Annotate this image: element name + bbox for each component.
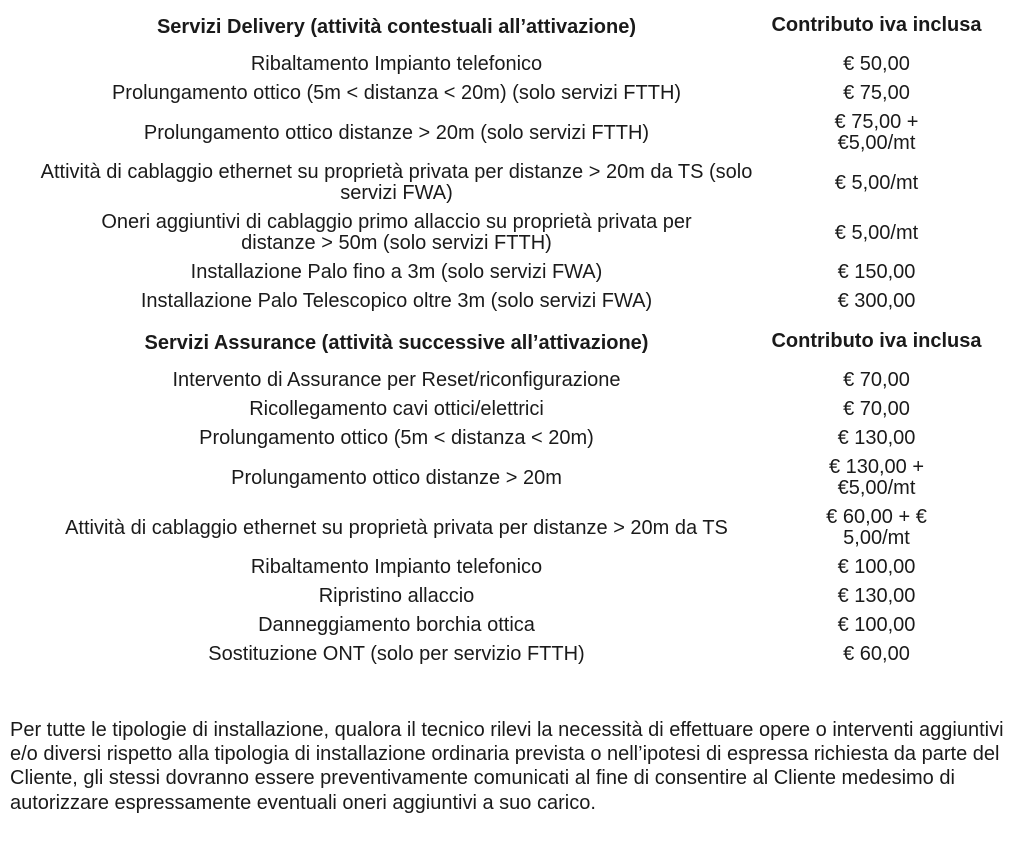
table-row <box>34 424 994 453</box>
table-row <box>34 611 994 640</box>
service-price: € 70,00 <box>843 398 910 420</box>
service-description: Oneri aggiuntivi di cablaggio primo allaccio su proprietà privata per distanze > 50m (solo servizi FTTH) <box>101 211 692 254</box>
table-row <box>34 640 994 669</box>
service-description: Intervento di Assurance per Reset/riconfigurazione <box>172 369 621 391</box>
table-row <box>34 553 994 582</box>
assurance-header-row <box>34 316 994 366</box>
delivery-heading: Servizi Delivery (attività contestuali all’attivazione) <box>156 15 637 38</box>
assurance-price-heading: Contributo iva inclusa <box>771 329 982 352</box>
service-price: € 5,00/mt <box>834 171 919 194</box>
table-row <box>34 50 994 79</box>
service-description: Prolungamento ottico (5m < distanza < 20m) <box>199 427 594 449</box>
service-description: Prolungamento ottico (5m < distanza < 20m) (solo servizi FTTH) <box>111 82 682 104</box>
table-row <box>34 395 994 424</box>
delivery-price-heading: Contributo iva inclusa <box>771 13 982 36</box>
footnote-paragraph: Per tutte le tipologie di installazione, qualora il tecnico rilevi la necessità di effettuare opere o interventi aggiuntivi e/o diversi rispetto alla tipologia di installazione ordinaria prevista o nell’ipotesi di espressa richiesta da parte del Cliente, gli stessi dovranno essere preventivamente comunicati al fine di consentire al Cliente medesimo di autorizzare espressamente eventuali oneri aggiuntivi a suo carico. <box>10 719 1004 814</box>
delivery-header-row <box>34 0 994 50</box>
service-description: Ribaltamento Impianto telefonico <box>250 53 543 75</box>
service-price: € 75,00 + €5,00/mt <box>834 111 919 154</box>
table-row <box>34 79 994 108</box>
table-row <box>34 287 994 316</box>
service-description: Ricollegamento cavi ottici/elettrici <box>249 398 544 420</box>
service-description: Attività di cablaggio ethernet su proprietà privata per distanze > 20m da TS <box>65 516 728 539</box>
service-price: € 75,00 <box>843 82 910 104</box>
service-description: Installazione Palo fino a 3m (solo servizi FWA) <box>190 261 603 283</box>
service-description: Danneggiamento borchia ottica <box>258 614 535 636</box>
table-row <box>34 258 994 287</box>
service-description: Sostituzione ONT (solo per servizio FTTH) <box>208 643 585 665</box>
service-price: € 300,00 <box>837 290 916 312</box>
service-description: Attività di cablaggio ethernet su proprietà privata per distanze > 20m da TS (solo servizi FWA) <box>40 161 753 204</box>
service-description: Ripristino allaccio <box>318 585 475 607</box>
tariff-table <box>34 0 994 669</box>
table-row <box>34 108 994 158</box>
service-price: € 60,00 + € 5,00/mt <box>826 506 927 549</box>
service-price: € 50,00 <box>843 53 910 75</box>
table-row <box>34 208 994 258</box>
service-price: € 100,00 <box>837 556 916 578</box>
service-description: Prolungamento ottico distanze > 20m <box>231 466 562 489</box>
service-price: € 70,00 <box>843 369 910 391</box>
service-price: € 100,00 <box>837 614 916 636</box>
table-row <box>34 582 994 611</box>
service-price: € 60,00 <box>843 643 910 665</box>
table-row <box>34 503 994 553</box>
service-price: € 5,00/mt <box>834 221 919 244</box>
service-description: Prolungamento ottico distanze > 20m (solo servizi FTTH) <box>143 121 650 144</box>
service-price: € 130,00 + €5,00/mt <box>828 456 925 499</box>
table-row <box>34 158 994 208</box>
service-price: € 130,00 <box>837 585 916 607</box>
assurance-heading: Servizi Assurance (attività successive all’attivazione) <box>144 331 649 354</box>
service-description: Ribaltamento Impianto telefonico <box>250 556 543 578</box>
service-price: € 130,00 <box>837 427 916 449</box>
service-price: € 150,00 <box>837 261 916 283</box>
service-description: Installazione Palo Telescopico oltre 3m (solo servizi FWA) <box>140 290 653 312</box>
table-row <box>34 453 994 503</box>
table-row <box>34 366 994 395</box>
